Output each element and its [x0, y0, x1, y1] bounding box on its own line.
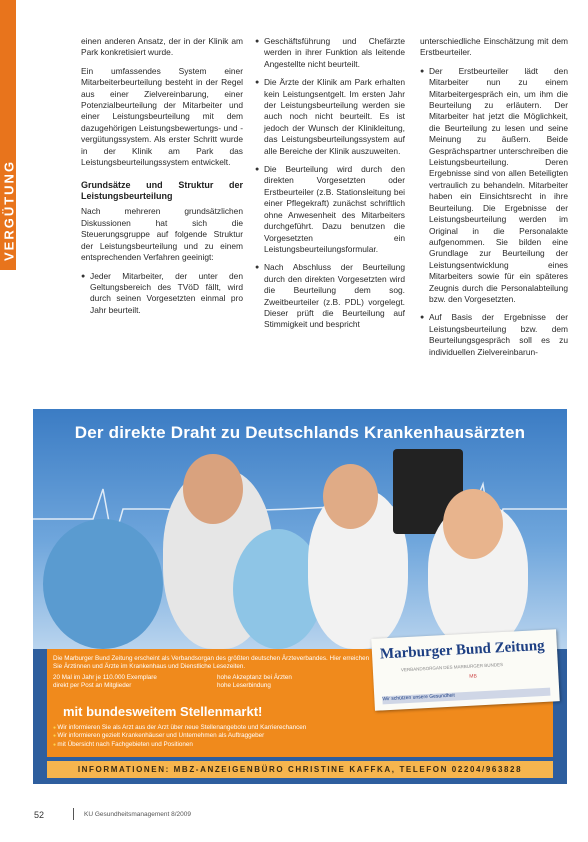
ad-headline: mit bundesweitem Stellenmarkt! [63, 704, 263, 719]
paragraph: einen anderen Ansatz, der in der Klinik am Park konkretisiert wurde. [81, 36, 243, 58]
paragraph: unterschiedliche Einschätzung mit dem Erstbeurteiler. [420, 36, 568, 58]
bullet-item: ● Der Erstbeurteiler lädt den Mitarbeiter nun zu einem Mitarbeitergespräch ein, um ihm die Beurteilung zu erläutern. Der Mitarbeiter hat jetzt die Möglichkeit, die Beurteilung zu lesen und seine Meinung zu äußern. Beide Gesprächspartner unterschreiben die Leistungsbeurteilung. Deren Ergebnisse sind von allen Beteiligten vertraulich zu behandeln. Mitarbeiter haben ein Einsichtsrecht in ihre Beurteilung. Die Ergebnisse der Leistungsbeurteilung werden im Original in die Personalakte aufgenommen. Sie bilden eine Grundlage zur Beurteilung der Leistungsentwicklung eines Mitarbeiters sowie für ein späteres Zeugnis durch die Personalabteilung bzw. den Vorgesetzten. [420, 66, 568, 306]
ad-benefit-list [53, 724, 493, 749]
ad-benefit: ● Wir informieren gezielt Krankenhäuser und Unternehmen als Auftraggeber [53, 732, 493, 740]
paragraph: Ein umfassendes System einer Mitarbeiterbeurteilung besteht in der Regel aus einer Zielvereinbarung, einer Potenzialbeurteilung der Mitarbeiter und einer Leistungsbeurteilung mit dem dazugehörigen Leistungsbewertungs- und -vergütungssystem. Als erster Schritt wurde in der Klinik am Park das Leistungsbeurteilungssystem entwickelt. [81, 65, 243, 168]
section-label: VERGÜTUNG [1, 159, 17, 261]
newspaper-subtitle: VERBANDSORGAN DES MARBURGER BUNDES [400, 662, 504, 673]
newspaper-image [371, 629, 560, 711]
newspaper-footer: Wir schützen unsere Gesundheit [382, 688, 550, 705]
ad-benefit: ● Wir informieren Sie als Arzt aus der Arzt über neue Stellenangebote und Karrierechancen [53, 724, 493, 732]
section-heading: Grundsätze und Struktur der Leistungsbeurteilung [81, 180, 243, 202]
article-column-1 [81, 36, 243, 323]
article-column-2 [255, 36, 405, 338]
doctor-head [183, 454, 243, 524]
advertisement [33, 409, 567, 784]
female-doctor-head [443, 489, 503, 559]
ad-feature-grid [53, 674, 373, 690]
bullet-item: ● Geschäftsführung und Chefärzte werden in ihrer Funktion als leitende Angestellte nicht beurteilt. [255, 36, 405, 70]
ad-feature: 20 Mal im Jahr je 110.000 Exemplare [53, 674, 157, 681]
ad-title: Der direkte Draht zu Deutschlands Krankenhausärzten [74, 423, 526, 442]
ad-feature: hohe Akzeptanz bei Ärzten [217, 674, 292, 681]
bullet-item: ● Auf Basis der Ergebnisse der Leistungsbeurteilung bzw. dem Beurteilungsgespräch soll es zu individuellen Zielvereinbarun- [420, 312, 568, 358]
ad-contact-bar: INFORMATIONEN: MBZ-ANZEIGENBÜRO CHRISTINE KAFFKA, TELEFON 02204/963828 [47, 761, 553, 778]
ad-feature: direkt per Post an Mitglieder [53, 682, 132, 689]
surgeon-figure [43, 519, 163, 649]
footer-publication: KU Gesundheitsmanagement 8/2009 [84, 811, 191, 818]
ad-photo [33, 409, 567, 649]
article-column-3 [420, 36, 568, 365]
bullet-item: ● Die Ärzte der Klinik am Park erhalten kein Leistungsentgelt. Im ersten Jahr der Leistungsbeurteilung werden sie auch noch nicht beurteilt. Es ist jedoch der Wunsch der Klinikleitung, das Leistungsbeurteilungssystem auf alle Bereiche der Klinik auszuweiten. [255, 77, 405, 157]
bullet-item: ● Nach Abschluss der Beurteilung durch den direkten Vorgesetzten wird die Beurteilung dem sog. Zweitbeurteiler (z.B. PDL) vorgelegt. Dieser prüft die Beurteilung auf Stimmigkeit und bespricht [255, 262, 405, 330]
ad-intro: Die Marburger Bund Zeitung erscheint als Verbandsorgan des größten deutschen Ärzteverbandes. Hier erreichen Sie Ärztinnen und Ärzte im Krankenhaus und Dienstliche Lesezeiten. [53, 655, 370, 670]
doctor-head [323, 464, 378, 529]
section-sidebar [0, 0, 16, 270]
ad-feature: hohe Leserbindung [217, 682, 271, 689]
paragraph: Nach mehreren grundsätzlichen Diskussionen hat sich die Steuerungsgruppe auf folgende Struktur der Leistungsbeurteilung und zu einem entsprechenden Verfahren geeinigt: [81, 206, 243, 263]
footer-divider [73, 808, 74, 820]
newspaper-mark: MB [469, 673, 478, 680]
page-number: 52 [34, 810, 45, 820]
bullet-item: ● Jeder Mitarbeiter, der unter den Geltungsbereich des TVöD fällt, wird durch seinen Vorgesetzten einmal pro Jahr beurteilt. [81, 271, 243, 317]
newspaper-logo: Marburger Bund Zeitung [379, 637, 546, 663]
ad-benefit: ● mit Übersicht nach Fachgebieten und Positionen [53, 741, 493, 749]
bullet-item: ● Die Beurteilung wird durch den direkten Vorgesetzten oder Erstbeurteiler (z.B. Stationsleitung bei einer Pflegekraft) zunächst schriftlich ohne Anwesenheit des Mitarbeiters durchgeführt. Dazu benutzen die Vorgesetzten ein Leistungsbeurteilungsformular. [255, 164, 405, 255]
